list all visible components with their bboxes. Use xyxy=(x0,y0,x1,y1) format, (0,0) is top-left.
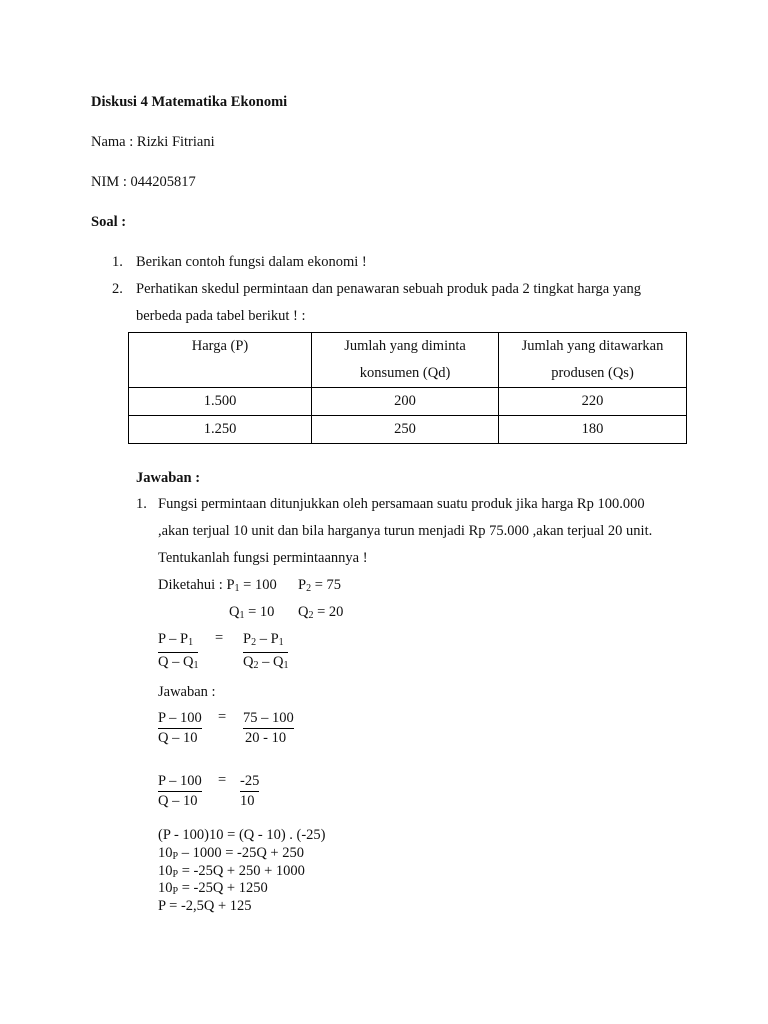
student-name: Nama : Rizki Fitriani xyxy=(91,134,215,150)
table-row xyxy=(129,416,687,444)
formula-rhs-numerator: $P_2 - P_1$ xyxy=(243,630,288,653)
q2-symbol: Q xyxy=(298,604,309,620)
student-nim: NIM : 044205817 xyxy=(91,174,196,190)
solution-line-4: 10P = -25Q + 1250 xyxy=(158,880,268,897)
soal-item-1-number: 1. xyxy=(112,254,123,270)
p1-value: = 100 xyxy=(239,577,277,593)
p2-subscript: 2 xyxy=(306,583,312,594)
table-header-cell xyxy=(499,333,687,388)
diketahui-row-1 xyxy=(158,577,277,594)
table-cell: 200 xyxy=(312,388,499,416)
formula-lhs-numerator: P – $P_1$ xyxy=(158,630,198,653)
jawaban-text-line1: Fungsi permintaan ditunjukkan oleh persamaan suatu produk jika harga Rp 100.000 xyxy=(158,496,645,512)
step1-lhs-denominator: Q – 10 xyxy=(158,730,198,746)
diketahui-label: Diketahui : xyxy=(158,577,223,593)
step2-lhs-numerator: P – 100 xyxy=(158,772,202,792)
formula-lhs-denominator: Q – $Q_1$ xyxy=(158,654,199,671)
formula-equals: = xyxy=(215,630,224,646)
q1-subscript: 1 xyxy=(239,610,245,621)
table-cell: 180 xyxy=(499,416,687,444)
table-header-cell xyxy=(129,333,312,388)
soal-item-2-number: 2. xyxy=(112,281,123,297)
step1-lhs-fraction xyxy=(158,709,202,748)
soal-heading: Soal : xyxy=(91,214,127,230)
q2-given xyxy=(298,604,343,621)
jawaban-text-line3: Tentukanlah fungsi permintaannya ! xyxy=(158,550,368,566)
table-header-row xyxy=(129,333,687,388)
step1-rhs-denominator: 20 - 10 xyxy=(245,730,287,746)
q1-given xyxy=(229,604,274,621)
solution-line-5: P = -2,5Q + 125 xyxy=(158,898,252,914)
table-cell: 1.500 xyxy=(129,388,312,416)
step2-rhs-fraction xyxy=(240,772,259,811)
q1-value: = 10 xyxy=(244,604,275,620)
jawaban-item-number: 1. xyxy=(136,496,147,512)
header-qs-line2: produsen (Qs) xyxy=(551,365,634,381)
p2-given xyxy=(298,577,341,594)
solution-line-3: 10P = -25Q + 250 + 1000 xyxy=(158,863,305,880)
formula-rhs-fraction xyxy=(243,630,288,675)
document-title: Diskusi 4 Matematika Ekonomi xyxy=(91,94,288,110)
header-qd-line1: Jumlah yang diminta xyxy=(344,338,466,354)
table-row xyxy=(129,388,687,416)
step2-lhs-fraction xyxy=(158,772,202,811)
formula-rhs-denominator: $Q_2 - Q_1$ xyxy=(243,654,289,671)
step1-lhs-numerator: P – 100 xyxy=(158,709,202,729)
table-cell: 1.250 xyxy=(129,416,312,444)
jawaban-heading: Jawaban : xyxy=(136,470,201,486)
step2-lhs-denominator: Q – 10 xyxy=(158,793,198,809)
step1-rhs-numerator: 75 – 100 xyxy=(243,709,294,729)
table-cell: 220 xyxy=(499,388,687,416)
solution-line-1: (P - 100)10 = (Q - 10) . (-25) xyxy=(158,827,326,843)
table-header-cell xyxy=(312,333,499,388)
header-harga-line1: Harga (P) xyxy=(191,338,249,354)
solution-line-2: 10P – 1000 = -25Q + 250 xyxy=(158,845,304,862)
soal-item-2-text-line2: berbeda pada tabel berikut ! : xyxy=(136,308,306,324)
jawaban-sub-label: Jawaban : xyxy=(158,684,216,700)
soal-item-1-text: Berikan contoh fungsi dalam ekonomi ! xyxy=(136,254,367,270)
jawaban-text-line2: ,akan terjual 10 unit dan bila harganya turun menjadi Rp 75.000 ,akan terjual 20 unit. xyxy=(158,523,653,539)
header-qs-line1: Jumlah yang ditawarkan xyxy=(521,338,664,354)
header-qd-line2: konsumen (Qd) xyxy=(359,365,451,381)
p2-symbol: P xyxy=(298,577,307,593)
soal-item-2-text-line1: Perhatikan skedul permintaan dan penawaran sebuah produk pada 2 tingkat harga yang xyxy=(136,281,642,297)
q2-subscript: 2 xyxy=(308,610,314,621)
header-harga-line2 xyxy=(129,360,311,387)
schedule-table xyxy=(128,332,687,444)
p2-value: = 75 xyxy=(311,577,342,593)
p1-subscript: 1 xyxy=(234,583,240,594)
p1-symbol: P xyxy=(226,577,235,593)
q2-value: = 20 xyxy=(313,604,344,620)
step2-equals: = xyxy=(218,772,227,788)
step1-equals: = xyxy=(218,709,227,725)
step1-rhs-fraction xyxy=(243,709,294,748)
table-cell: 250 xyxy=(312,416,499,444)
step2-rhs-denominator: 10 xyxy=(240,793,255,809)
formula-lhs-fraction xyxy=(158,630,198,675)
q1-symbol: Q xyxy=(229,604,240,620)
step2-rhs-numerator: -25 xyxy=(240,772,259,792)
